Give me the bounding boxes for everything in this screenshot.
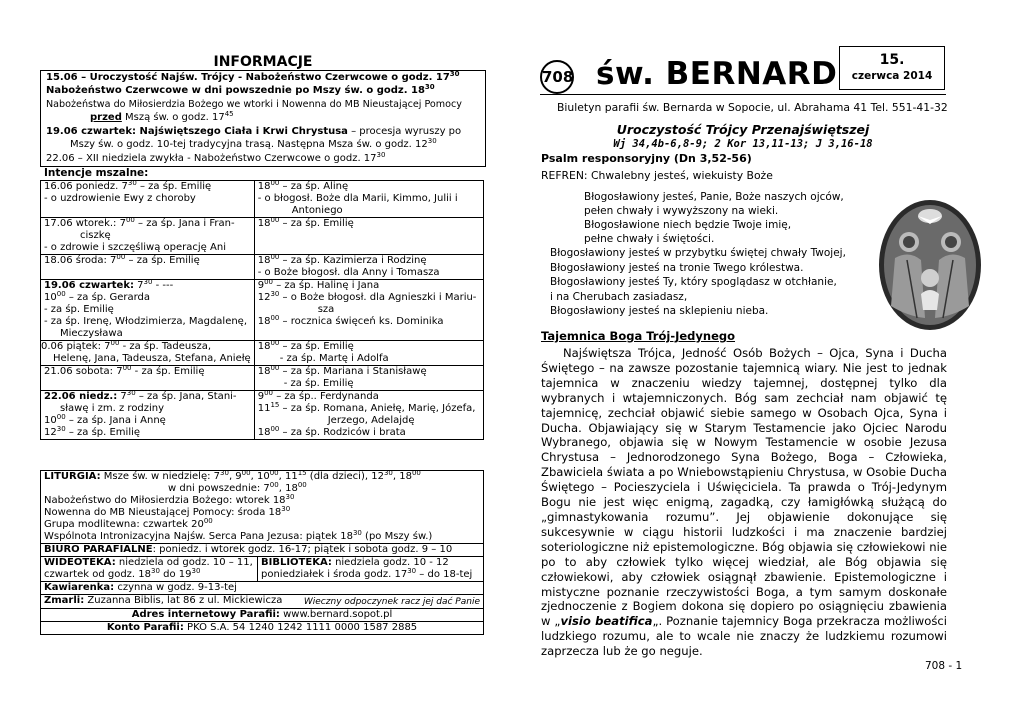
psalm-line: i na Cherubach zasiadasz,	[550, 291, 688, 303]
masthead-title: św. BERNARD	[596, 56, 838, 92]
info-line: 22.06 – XII niedziela zwykła - Nabożeństwo Czerwcowe o godz. $17^{30}$	[46, 151, 386, 164]
website-cell[interactable]: Adres internetowy Parafii: www.bernard.sopot.pl	[41, 609, 484, 622]
psalm-line: Błogosławiony jesteś w przybytku świętej chwały Twojej,	[550, 247, 846, 259]
info-line: przed Mszą św. o godz. $17^{45}$	[90, 110, 234, 123]
info-line: 15.06 – Uroczystość Najśw. Trójcy - Nabożeństwo Czerwcowe o godz. $17^{30}$	[46, 70, 460, 83]
trinity-icon	[877, 198, 983, 332]
psalm-line: Błogosławiony jesteś, Panie, Boże naszych ojców,	[584, 191, 844, 203]
intention-cell: $18^{00}$ – za śp. Emilię - za śp. Martę i Adolfa	[254, 341, 483, 366]
intention-cell: 16.06 poniedz. $7^{30}$ – za śp. Emilię - o uzdrowienie Ewy z choroby	[41, 181, 255, 218]
feast-title: Uroczystość Trójcy Przenajświętszej	[616, 122, 870, 137]
date-day: 15.	[879, 52, 905, 68]
account-cell: Konto Parafii: PKO S.A. 54 1240 1242 1111 0000 1587 2885	[41, 622, 484, 635]
table-row	[41, 341, 484, 366]
office-cell: BIURO PARAFIALNE: poniedz. i wtorek godz. 16-17; piątek i sobota godz. 9 – 10	[41, 544, 484, 557]
intention-cell: $18^{00}$ – za śp. Kazimierza i Rodzinę - o Boże błogosł. dla Anny i Tomasza	[254, 255, 483, 280]
library-cell: BIBLIOTEKA: niedziela godz. 10 - 12 poniedziałek i środa godz. $17^{30}$ – do 18-tej	[258, 557, 484, 582]
table-row	[41, 582, 484, 595]
psalm-line: pełne chwały i świętości.	[584, 233, 715, 245]
liturgy-table	[40, 470, 484, 635]
intentions-title: Intencje mszalne:	[44, 167, 149, 179]
intention-cell: 18.06 środa: $7^{00}$ – za śp. Emilię	[41, 255, 255, 280]
date-month: czerwca 2014	[851, 70, 933, 82]
header-rule	[540, 94, 946, 95]
table-row	[41, 218, 484, 255]
article-body	[541, 346, 947, 659]
page-number: 708 - 1	[925, 660, 963, 672]
table-row	[41, 595, 484, 609]
table-row	[41, 181, 484, 218]
psalm-title: Psalm responsoryjny (Dn 3,52-56)	[541, 152, 752, 165]
cafe-cell: Kawiarenka: czynna w godz. 9-13-tej	[41, 582, 484, 595]
intention-cell: 22.06 niedz.: $7^{30}$ – za śp. Jana, Stani- sławę i zm. z rodziny $10^{00}$ – za śp. Jana i Annę $12^{30}$ – za śp. Emilię	[41, 391, 255, 440]
intention-cell: 17.06 wtorek.: $7^{00}$ – za śp. Jana i Fran- ciszkę - o zdrowie i szczęśliwą operację Ani	[41, 218, 255, 255]
intention-cell: $9^{00}$ – za śp.. Ferdynanda $11^{15}$ – za śp. Romana, Aniełę, Marię, Józefa, Jerzego, Adelajdę $18^{00}$ – za śp. Rodziców i brata	[254, 391, 483, 440]
table-row	[41, 391, 484, 440]
psalm-line: Błogosławiony jesteś na tronie Twego królestwa.	[550, 262, 804, 274]
table-row	[41, 609, 484, 622]
liturgy-cell: LITURGIA: Msze św. w niedzielę: $7^{30}$, $9^{00}$, $10^{00}$, $11^{15}$ (dla dzieci), $12^{30}$, $18^{00}$ w dni powszednie: $7^{00}$, $18^{00}$ Nabożeństwo do Miłosierdzia Bożego: wtorek $18^{30}$ Nowenna do MB Nieustającej Pomocy: środa $18^{30}$ Grupa modlitewna: czwartek $20^{00}$ Wspólnota Intronizacyjna Najśw. Serca Pana Jezusa: piątek $18^{30}$ (po Mszy św.)	[41, 471, 484, 544]
article-title: Tajemnica Boga Trój-Jedynego	[541, 329, 736, 343]
info-box	[40, 70, 486, 167]
table-row	[41, 557, 484, 582]
bulletin-subtitle: Biuletyn parafii św. Bernarda w Sopocie, ul. Abrahama 41 Tel. 551-41-32	[557, 101, 948, 114]
intention-cell: $18^{00}$ – za śp. Mariana i Stanisławę - za śp. Emilię	[254, 366, 483, 391]
info-line: Nabożeństwo Czerwcowe w dni powszednie po Mszy św. o godz. $18^{30}$	[46, 83, 435, 96]
intention-cell: 19.06 czwartek: $7^{30}$ - --- $10^{00}$ – za śp. Gerarda - za śp. Emilię - za śp. Irenę, Włodzimierza, Magdalenę, Mieczysława	[41, 280, 255, 341]
intention-cell: 21.06 sobota: $7^{00}$ - za śp. Emilię	[41, 366, 255, 391]
psalm-line: pełen chwały i wywyższony na wieki.	[584, 205, 779, 217]
info-line: 19.06 czwartek: Najświętszego Ciała i Krwi Chrystusa – procesja wyruszy po	[46, 126, 462, 137]
psalm-line: Błogosławiony jesteś na sklepieniu nieba.	[550, 305, 769, 317]
date-box	[839, 46, 945, 90]
article-paragraph: Najświętsza Trójca, Jedność Osób Bożych – Ojca, Syna i Ducha Świętego – na zawsze pozostanie tajemnicą wiary. Nie jest to jednak tajemnica w znaczeniu wiedzy tajemnej, dostępnej tylko dla wybranych i wtajemniczonych. Bóg sam zechciał nam objawić tę tajemnicę, zechciał objawić siebie samego w Osobach Ojca, Syna i Ducha. Objawiający się w Starym Testamencie jako Ojciec Narodu Wybranego, objawia się w Nowym Testamencie w osobie Jezusa Chrystusa – Jednorodzonego Syna Bożego, Boga – Człowieka, Zbawiciela świata a po Wniebowstąpieniu Chrystusa, w Osobie Ducha Świętego – Pocieszyciela i Uświęciciela. Ta prawda o Trój-Jedynym Bogu nie jest więc enigmą, zagadką, czy łamigłówką służącą do „gimnastykowania rozumu”. Jej objawienie dokonujące się sukcesywnie w ciągu historii ludzkości i ma znaczenie bardziej soteriologiczne niż epistemologiczne. Bóg objawia się człowiekowi nie po to aby człowiek tylko więcej wiedział, ale Bóg objawia się człowiekowi, aby człowiek osiągnął zbawienie. Epistemologiczne i mistyczne poznanie rzeczywistości Boga, a tym samym doskonałe zjednoczenie z Bogiem dokona się dopiero po osiągnięciu zbawienia w „visio beatifica„. Poznanie tajemnicy Boga przekracza możliwości ludzkiego rozumu, ale to wcale nie znaczy że ludzkiemu rozumowi zaprzecza lub że go neguje.	[541, 346, 947, 659]
table-row	[41, 366, 484, 391]
issue-number: 708	[540, 60, 574, 94]
psalm-refrain: REFREN: Chwalebny jesteś, wiekuisty Boże	[541, 169, 773, 182]
video-cell: WIDEOTEKA: niedziela od godz. 10 – 11, czwartek od godz. $18^{30}$ do $19^{30}$	[41, 557, 258, 582]
readings: Wj 34,4b-6,8-9; 2 Kor 13,11-13; J 3,16-18	[613, 138, 873, 150]
info-title: INFORMACJE	[213, 54, 313, 70]
table-row	[41, 280, 484, 341]
intention-cell: $18^{00}$ – za śp. Alinę - o błogosł. Boże dla Marii, Kimmo, Julii i Antoniego	[254, 181, 483, 218]
info-line: Nabożeństwa do Miłosierdzia Bożego we wtorki i Nowenna do MB Nieustającej Pomocy	[46, 99, 462, 110]
table-row	[41, 471, 484, 544]
intentions-table	[40, 180, 484, 440]
table-row	[41, 622, 484, 635]
website-link[interactable]: www.bernard.sopot.pl	[279, 609, 393, 620]
psalm-line: Błogosławione niech będzie Twoje imię,	[584, 219, 792, 231]
psalm-line: Błogosławiony jesteś Ty, który spoglądasz w otchłanie,	[550, 276, 837, 288]
deceased-cell: Zmarli: Zuzanna Biblis, lat 86 z ul. Mickiewicza Wieczny odpoczynek racz jej dać Panie	[41, 595, 484, 609]
intention-cell: $9^{00}$ – za śp. Halinę i Jana $12^{30}$ – o Boże błogosł. dla Agnieszki i Mariu- sza $18^{00}$ – rocznica święceń ks. Dominika	[254, 280, 483, 341]
intention-cell: 0.06 piątek: $7^{00}$ - za śp. Tadeusza, Helenę, Jana, Tadeusza, Stefana, Aniełę	[41, 341, 255, 366]
table-row	[41, 544, 484, 557]
table-row	[41, 255, 484, 280]
info-line: Mszy św. o godz. 10-tej tradycyjna trasą. Następna Msza św. o godz. $12^{30}$	[70, 137, 437, 150]
intention-cell: $18^{00}$ – za śp. Emilię	[254, 218, 483, 255]
